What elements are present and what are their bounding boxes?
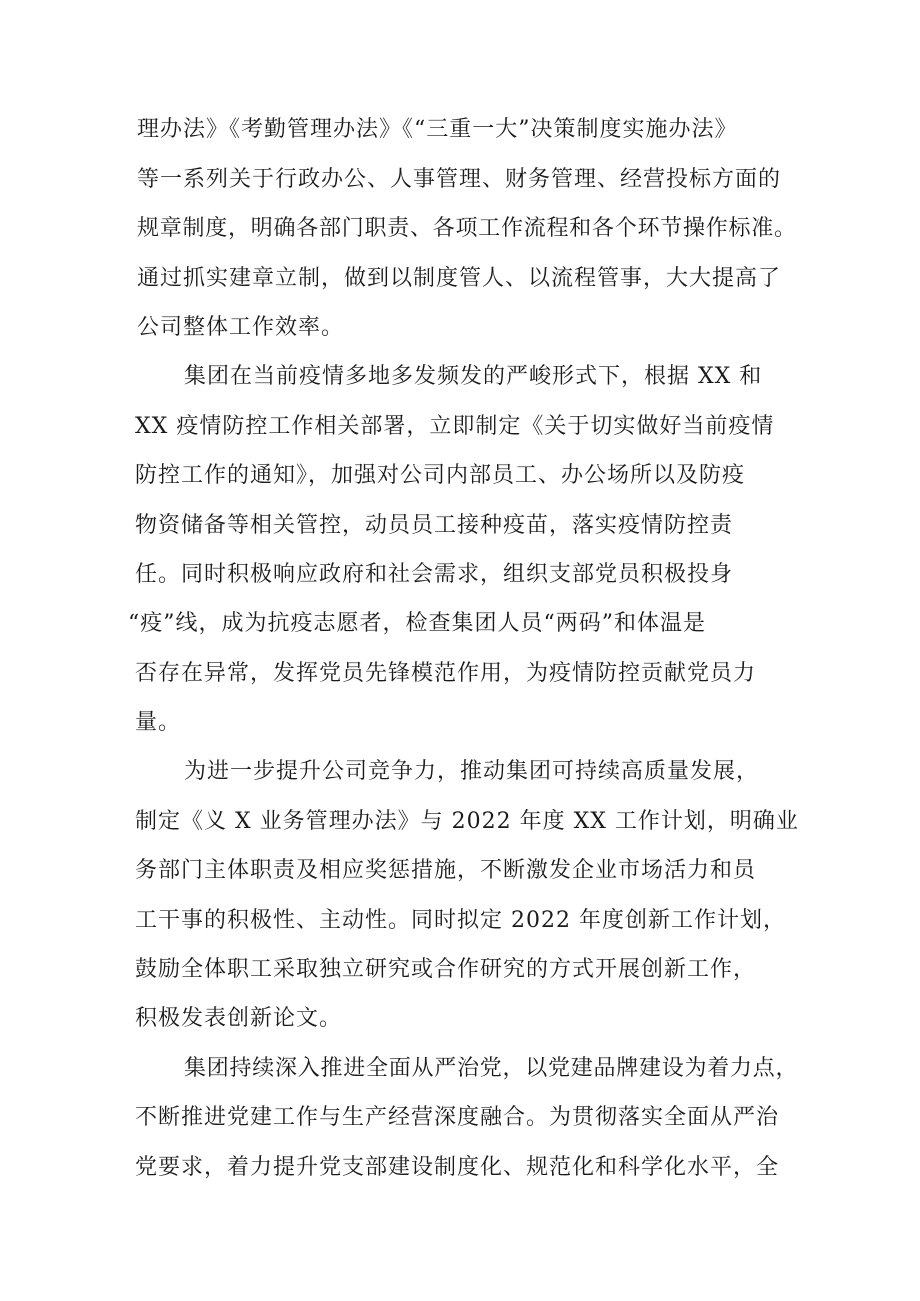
paragraph-2-line-8: 量。 xyxy=(135,710,182,735)
paragraph-2-line-7: 否存在异常，发挥党员先锋模范作用，为疫情防控贡献党员力 xyxy=(135,661,757,686)
paragraph-2-line-4: 物资储备等相关管控，动员员工接种疫苗，落实疫情防控责 xyxy=(135,513,734,538)
paragraph-1-line-1: 理办法》《考勤管理办法》《“三重一大”决策制度实施办法》 xyxy=(137,117,738,142)
paragraph-3-line-4: 工干事的积极性、主动性。同时拟定 2022 年度创新工作计划， xyxy=(135,908,786,933)
paragraph-4-line-1: 集团持续深入推进全面从严治党，以党建品牌建设为着力点， xyxy=(184,1056,799,1081)
paragraph-3-line-6: 积极发表创新论文。 xyxy=(135,1006,343,1031)
paragraph-2-line-3: 防控工作的通知》，加强对公司内部员工、办公场所以及防疫 xyxy=(135,463,746,488)
paragraph-2-line-1: 集团在当前疫情多地多发频发的严峻形式下，根据 XX 和 xyxy=(184,364,763,389)
paragraph-3-line-3: 务部门主体职责及相应奖惩措施，不断激发企业市场活力和员 xyxy=(135,858,757,883)
paragraph-1-line-3: 规章制度，明确各部门职责、各项工作流程和各个环节操作标准。 xyxy=(137,216,797,241)
paragraph-2-line-2: XX 疫情防控工作相关部署，立即制定《关于切实做好当前疫情 xyxy=(135,414,775,439)
paragraph-4-line-2: 不断推进党建工作与生产经营深度融合。为贯彻落实全面从严治 xyxy=(135,1105,780,1130)
paragraph-3-line-5: 鼓励全体职工采取独立研究或合作研究的方式开展创新工作， xyxy=(135,957,757,982)
paragraph-1-line-5: 公司整体工作效率。 xyxy=(137,315,345,340)
paragraph-2-line-5: 任。同时积极响应政府和社会需求，组织支部党员积极投身 xyxy=(135,562,734,587)
paragraph-3-line-2: 制定《义 X 业务管理办法》与 2022 年度 XX 工作计划，明确业 xyxy=(135,809,799,834)
paragraph-2-line-6: “疫”线，成为抗疫志愿者，检查集团人员“两码”和体温是 xyxy=(128,611,706,636)
paragraph-3-line-1: 为进一步提升公司竞争力，推动集团可持续高质量发展， xyxy=(184,759,760,784)
paragraph-1-line-2: 等一系列关于行政办公、人事管理、财务管理、经营投标方面的 xyxy=(137,167,782,192)
paragraph-4-line-3: 党要求，着力提升党支部建设制度化、规范化和科学化水平，全 xyxy=(135,1155,780,1180)
paragraph-1-line-4: 通过抓实建章立制，做到以制度管人、以流程管事，大大提高了 xyxy=(137,266,782,291)
